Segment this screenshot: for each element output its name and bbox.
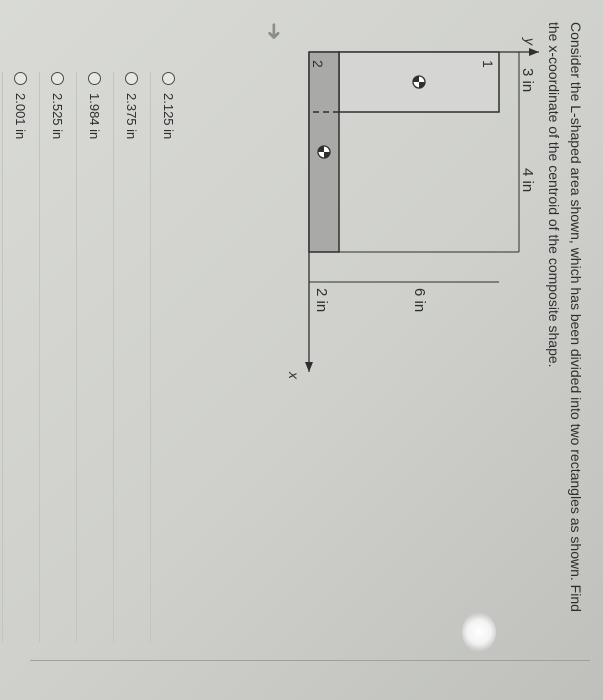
option-4[interactable] xyxy=(39,72,76,642)
divider xyxy=(30,660,590,661)
option-label: 1.984 in xyxy=(87,93,103,140)
centroid-icon xyxy=(413,76,425,88)
dim-bottom: 2 in xyxy=(313,288,330,313)
centroid-icon xyxy=(318,146,330,158)
question-text: Consider the L-shaped area shown, which has been divided into two rectangles as shown. Find the x-coordinate of the centroid of the composite shape. xyxy=(546,22,584,612)
option-label: 2.375 in xyxy=(124,93,140,140)
radio-icon[interactable] xyxy=(52,72,65,85)
option-1[interactable] xyxy=(150,72,187,642)
x-axis-arrow xyxy=(305,362,313,372)
dim-top-left: 3 in xyxy=(519,68,536,93)
radio-icon[interactable] xyxy=(89,72,102,85)
answer-options xyxy=(2,72,187,642)
y-axis-label: y xyxy=(522,38,538,45)
l-shape-figure xyxy=(279,32,539,392)
option-label: 2.001 in xyxy=(13,93,29,140)
option-2[interactable] xyxy=(113,72,150,642)
option-label: 2.125 in xyxy=(161,93,177,140)
dim-height: 6 in xyxy=(411,288,428,313)
radio-icon[interactable] xyxy=(15,72,28,85)
x-axis-label: x xyxy=(286,372,302,379)
dim-top-right: 4 in xyxy=(519,168,536,193)
radio-icon[interactable] xyxy=(163,72,176,85)
cursor-icon: ➜ xyxy=(262,22,287,41)
region-1-label: 1 xyxy=(480,60,496,68)
option-5[interactable] xyxy=(2,72,39,642)
option-label: 2.525 in xyxy=(50,93,66,140)
question-card xyxy=(13,12,587,652)
region-2-label: 2 xyxy=(310,60,326,68)
y-axis-arrow xyxy=(529,48,539,56)
radio-icon[interactable] xyxy=(126,72,139,85)
option-3[interactable] xyxy=(76,72,113,642)
